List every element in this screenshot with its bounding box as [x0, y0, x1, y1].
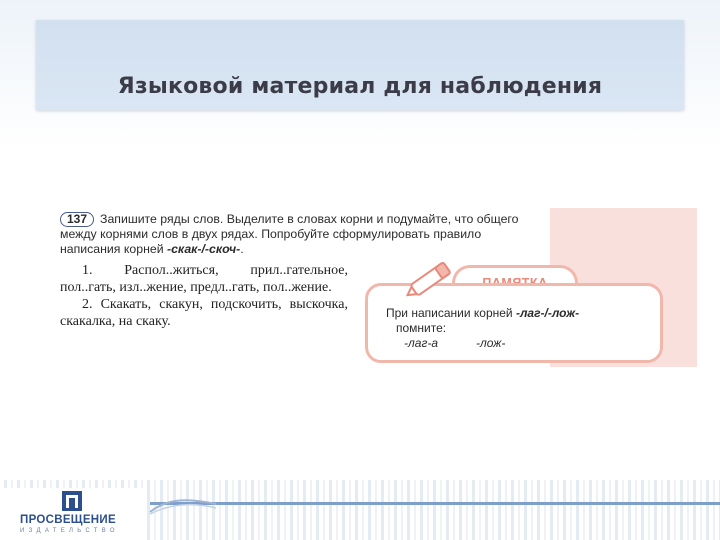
memo-example-1: -лаг-а: [404, 336, 439, 350]
word-row-2: 2. Скакать, скакун, подскочить, выскочка, скакалка, на скаку.: [60, 297, 348, 329]
exercise-number: 137: [60, 212, 94, 227]
word-row-1: 1. Распол..житься, прил..гательное, пол..гать, изл..жение, предл..гать, пол..жение.: [60, 263, 348, 295]
task-end: .: [240, 242, 244, 256]
memo-line1-text: При написании корней: [386, 306, 516, 320]
memo-line-1: [386, 306, 579, 320]
publisher-name: ПРОСВЕЩЕНИЕ: [20, 514, 116, 526]
memo-example-2: -лож-: [476, 336, 506, 350]
footer-wave-decoration: [148, 490, 218, 516]
task-text: Запишите ряды слов. Выделите в словах корни и подумайте, что общего между корнями слов в двух рядах. Попробуйте сформулировать правило написания корней: [60, 212, 519, 256]
slide-title: Языковой материал для наблюдения: [117, 74, 603, 99]
exercise-task: [60, 212, 538, 257]
memo-line-2: помните:: [396, 321, 447, 335]
footer-line: [150, 502, 720, 505]
publisher-logo: [0, 488, 145, 540]
publisher-emblem-icon: [61, 490, 83, 512]
word-rows: [60, 262, 348, 330]
publisher-subtitle: ИЗДАТЕЛЬСТВО: [20, 528, 119, 534]
title-band: [36, 20, 684, 110]
memo-line1-roots: -лаг-/-лож-: [515, 306, 580, 320]
marker-pen-icon: [400, 258, 462, 298]
task-roots: -скак-/-скоч-: [167, 242, 241, 256]
